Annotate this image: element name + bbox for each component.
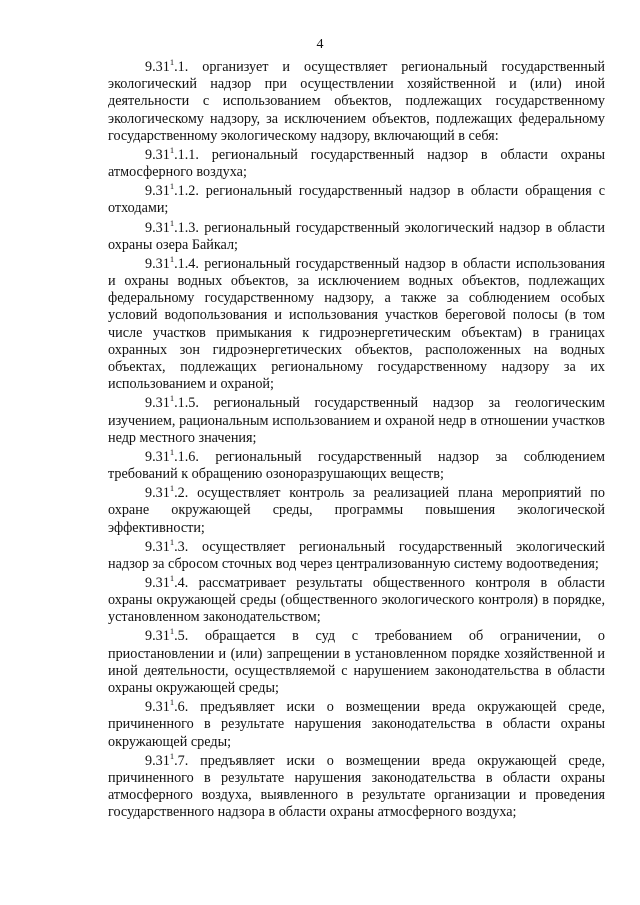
paragraph-text: .1. организует и осуществляет региональный государственный экологический надзор при осуществлении хозяйственной и (или) иной деятельности с использованием объектов, подлежащих государственному экологическому надзору, за исключением объектов, подлежащих федеральному государственному экологическому надзору, включающий в себя:	[108, 59, 605, 144]
paragraph-text: .5. обращается в суд с требованием об ограничении, о приостановлении и (или) запрещении в установленном порядке хозяйственной и иной деятельности, осуществляемой с нарушением законодательства в области охраны окружающей среды;	[108, 628, 605, 697]
clause-number: 9.31	[145, 699, 170, 716]
clause-number: 9.31	[145, 59, 170, 75]
clause-number: 9.31	[145, 628, 170, 645]
clause-superscript: 1	[169, 446, 175, 457]
clause-superscript: 1	[169, 626, 175, 637]
clause-superscript: 1	[169, 57, 175, 67]
paragraph-text: .1.5. региональный государственный надзор за геологическим изучением, рациональным использованием и охраной недр в отношении участков недр местного значения;	[108, 395, 605, 446]
clause-number: 9.31	[145, 448, 170, 465]
clause-superscript: 1	[169, 536, 175, 547]
clause-superscript: 1	[169, 393, 175, 404]
clause-number: 9.31	[145, 146, 170, 163]
paragraph-9-31-1-1-5	[108, 395, 605, 447]
paragraph-text: .1.1. региональный государственный надзор в области охраны атмосферного воздуха;	[108, 146, 605, 181]
clause-number: 9.31	[145, 395, 170, 412]
paragraph-text: .6. предъявляет иски о возмещении вреда окружающей среде, причиненного в результате нарушения законодательства в области охраны окружающей среды;	[108, 699, 605, 750]
clause-number: 9.31	[145, 485, 170, 502]
paragraph-9-31-1-3	[108, 536, 605, 573]
paragraph-text: .2. осуществляет контроль за реализацией плана мероприятий по охране окружающей среды, программы повышения экологической эффективности;	[108, 485, 605, 536]
clause-superscript: 1	[169, 572, 175, 583]
clause-number: 9.31	[145, 574, 170, 591]
clause-number: 9.31	[145, 219, 170, 236]
paragraph-9-31-1-2	[108, 485, 605, 537]
paragraph-9-31-1-7	[108, 750, 605, 822]
document-body	[108, 59, 605, 823]
paragraph-9-31-1-1-6	[108, 446, 605, 483]
clause-superscript: 1	[169, 181, 175, 192]
paragraph-9-31-1-1-2	[108, 183, 605, 217]
paragraph-text: .3. осуществляет региональный государственный экологический надзор за сбросом сточных вод через централизованную систему водоотведения;	[108, 538, 605, 572]
paragraph-9-31-1-1-4	[108, 253, 605, 394]
paragraph-9-31-1-1-3	[108, 217, 605, 254]
paragraph-text: .1.3. региональный государственный экологический надзор в области охраны озера Байкал;	[108, 219, 605, 253]
page-number: 4	[316, 37, 324, 52]
clause-number: 9.31	[145, 255, 170, 272]
clause-superscript: 1	[169, 750, 175, 761]
clause-superscript: 1	[169, 253, 175, 264]
clause-superscript: 1	[169, 697, 175, 708]
clause-number: 9.31	[145, 183, 170, 200]
paragraph-9-31-1-1-1	[108, 144, 605, 181]
clause-superscript: 1	[169, 144, 175, 155]
paragraph-9-31-1-6	[108, 699, 605, 751]
paragraph-text: .7. предъявляет иски о возмещении вреда окружающей среде, причиненного в результате нарушения законодательства в области охраны атмосферного воздуха, выявленного в результате организации и проведения государственного надзора в области охраны атмосферного воздуха;	[108, 752, 605, 821]
clause-number: 9.31	[145, 752, 170, 769]
paragraph-text: .1.6. региональный государственный надзор за соблюдением требований к обращению озоноразрушающих веществ;	[108, 448, 605, 483]
paragraph-9-31-1-4	[108, 572, 605, 627]
paragraph-text: .1.4. региональный государственный надзор в области использования и охраны водных объектов, за исключением водных объектов, подлежащих федеральному государственному надзору, а также за соблюдением особых условий водопользования и использования участков береговой полосы (в том числе участков примыкания к гидроэнергетическим объектам) в границах охранных зон гидроэнергетических объектов, расположенных на водных объектах, подлежащих региональному государственному надзору за их использованием и охраной;	[108, 255, 605, 393]
paragraph-9-31-1-5	[108, 628, 605, 697]
clause-superscript: 1	[169, 483, 175, 494]
clause-number: 9.31	[145, 538, 170, 555]
paragraph-text: .1.2. региональный государственный надзор в области обращения с отходами;	[108, 183, 605, 217]
clause-superscript: 1	[169, 217, 175, 228]
paragraph-text: .4. рассматривает результаты общественного контроля в области охраны окружающей среды (общественного экологического контроля) в порядке, установленном законодательством;	[108, 574, 605, 626]
paragraph-9-31-1-1	[108, 59, 605, 145]
